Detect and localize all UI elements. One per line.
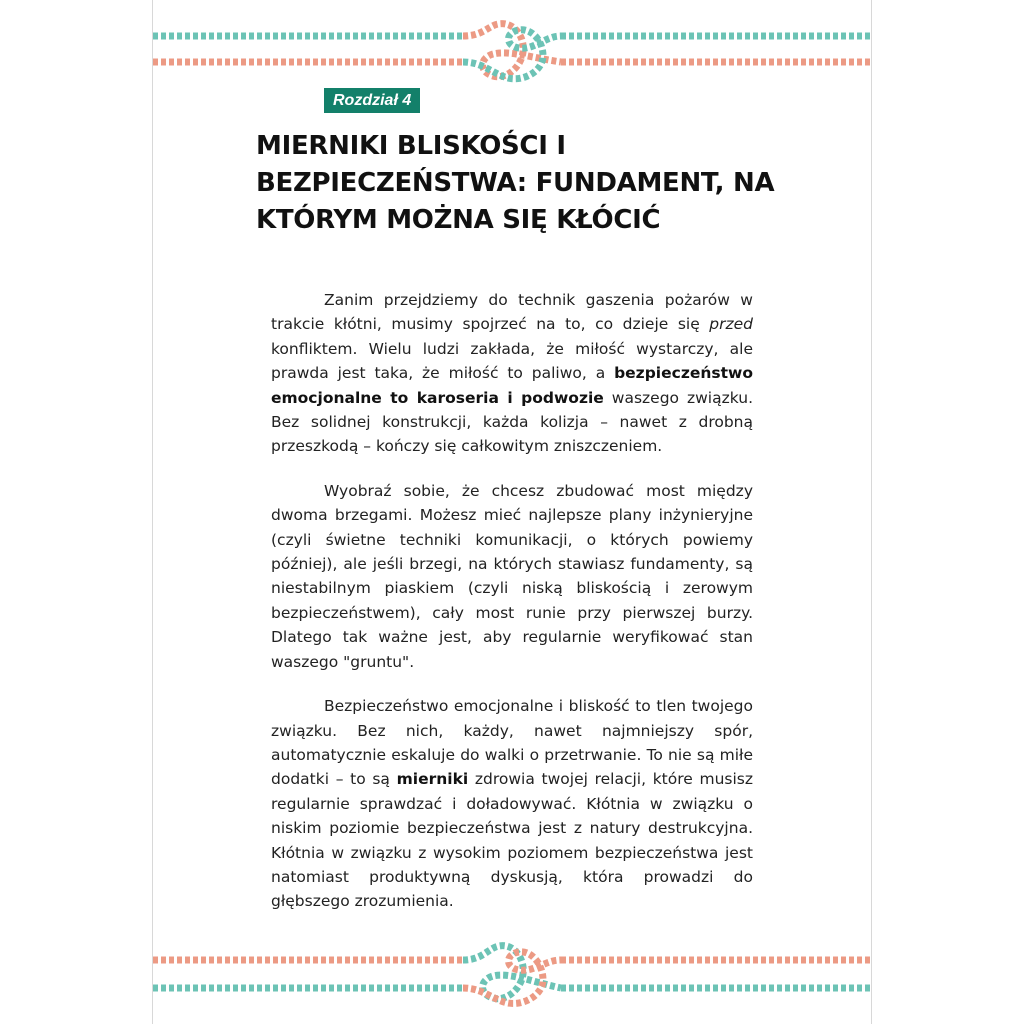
rope-strands [153, 36, 871, 62]
text-run: Wyobraź sobie, że chcesz zbudować most między dwoma brzegami. Możesz mieć najlepsze plany inżynieryjne (czyli świetne techniki komunikacji, o których powiemy później), ale jeśli brzegi, na których stawiasz fundamenty, są niestabilnym piaskiem (czyli niską bliskością i zerowym bezpieczeństwem), cały most runie przy pierwszej burzy. Dlatego tak ważne jest, aby regularnie weryfikować stan waszego "gruntu". [271, 481, 753, 671]
text-run: konfliktem. Wielu ludzi zakłada, że miłość wystarczy, ale prawda jest taka, że miłość to paliwo, a [271, 339, 753, 383]
rope-knot-border-bottom [153, 938, 871, 1014]
text-run: Bezpieczeństwo emocjonalne i bliskość to tlen twojego związku. Bez nich, każdy, nawet najmniejszy spór, automatycznie eskaluje do walki o przetrwanie. To nie są miłe dodatki – to są [271, 697, 753, 789]
text-run: Zanim przejdziemy do technik gaszenia pożarów w trakcie kłótni, musimy spojrzeć na to, co dzieje się [271, 291, 753, 334]
bold-text: mierniki [396, 770, 469, 789]
knot-icon [463, 946, 561, 1004]
chapter-body [271, 288, 753, 934]
text-run: zdrowia twojej relacji, które musisz regularnie sprawdzać i doładowywać. Kłótnia w związku o niskim poziomie bezpieczeństwa jest z natury destrukcyjna. Kłótnia w związku z wysokim poziomem bezpieczeństwa jest natomiast produktywną dyskusją, która prowadzi do głębszego zrozumienia. [271, 770, 753, 911]
chapter-title: MIERNIKI BLISKOŚCI I BEZPIECZEŃSTWA: FUNDAMENT, NA KTÓRYM MOŻNA SIĘ KŁÓCIĆ [256, 131, 775, 235]
italic-text: przed [709, 315, 753, 334]
body-paragraph [271, 479, 753, 674]
rope-knot-border-top [153, 18, 871, 94]
body-paragraph [271, 694, 753, 914]
document-page [152, 0, 872, 1024]
text-run: waszego związku. Bez solidnej konstrukcji, każda kolizja – nawet z drobną przeszkodą – kończy się całkowitym zniszczeniem. [271, 388, 753, 456]
body-paragraph [271, 288, 753, 459]
bold-text: bezpieczeństwo emocjonalne to karoseria i podwozie [271, 364, 753, 407]
chapter-badge: Rozdział 4 [324, 88, 420, 113]
knot-icon [463, 24, 561, 79]
